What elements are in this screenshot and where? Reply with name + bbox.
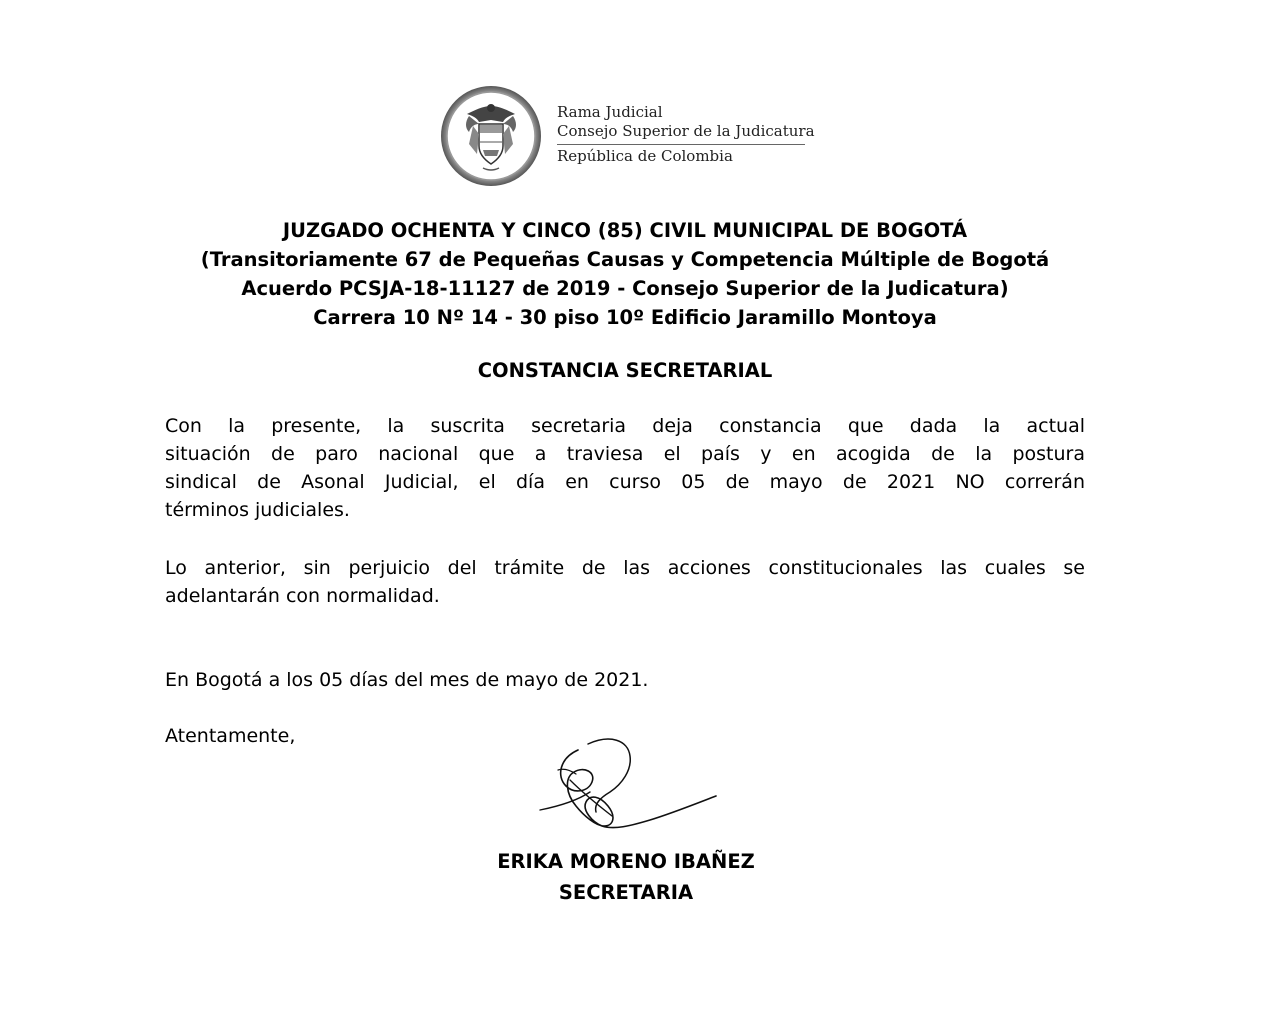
document-title: CONSTANCIA SECRETARIAL <box>477 359 773 382</box>
letterhead-logo <box>439 84 819 188</box>
body-paragraph-2 <box>165 554 1085 610</box>
court-header <box>150 216 1100 332</box>
paragraph-1-line-1: Con la presente, la suscrita secretaria deja constancia que dada la actual <box>165 415 1085 437</box>
paragraph-1-line-2: situación de paro nacional que a traviesa el país y en acogida de la postura <box>165 443 1085 465</box>
header-line-1: JUZGADO OCHENTA Y CINCO (85) CIVIL MUNICIPAL DE BOGOTÁ <box>282 219 968 242</box>
signer-block <box>400 846 852 908</box>
logo-line-republica: República de Colombia <box>557 147 733 165</box>
signer-role: SECRETARIA <box>558 881 694 904</box>
logo-line-rama-judicial: Rama Judicial <box>557 103 663 121</box>
header-line-2: (Transitoriamente 67 de Pequeñas Causas y Competencia Múltiple de Bogotá <box>200 248 1050 271</box>
paragraph-2-line-1: Lo anterior, sin perjuicio del trámite de las acciones constitucionales las cuales se <box>165 557 1085 579</box>
colombia-coat-of-arms-seal-icon <box>439 84 543 188</box>
body-paragraph-1 <box>165 412 1085 524</box>
handwritten-signature <box>530 730 720 840</box>
logo-divider <box>557 144 805 145</box>
paragraph-1-line-3: sindical de Asonal Judicial, el día en curso 05 de mayo de 2021 NO correrán <box>165 471 1085 493</box>
header-line-4: Carrera 10 Nº 14 - 30 piso 10º Edificio Jaramillo Montoya <box>313 306 937 329</box>
signer-name: ERIKA MORENO IBAÑEZ <box>497 850 755 873</box>
paragraph-2-line-2: adelantarán con normalidad. <box>165 585 440 607</box>
date-line: En Bogotá a los 05 días del mes de mayo de 2021. <box>165 669 649 691</box>
letterhead-text <box>557 103 815 166</box>
header-line-3: Acuerdo PCSJA-18-11127 de 2019 - Consejo Superior de la Judicatura) <box>241 277 1009 300</box>
logo-line-consejo: Consejo Superior de la Judicatura <box>557 122 815 140</box>
closing-salutation: Atentamente, <box>165 725 296 747</box>
paragraph-1-line-4: términos judiciales. <box>165 499 350 521</box>
